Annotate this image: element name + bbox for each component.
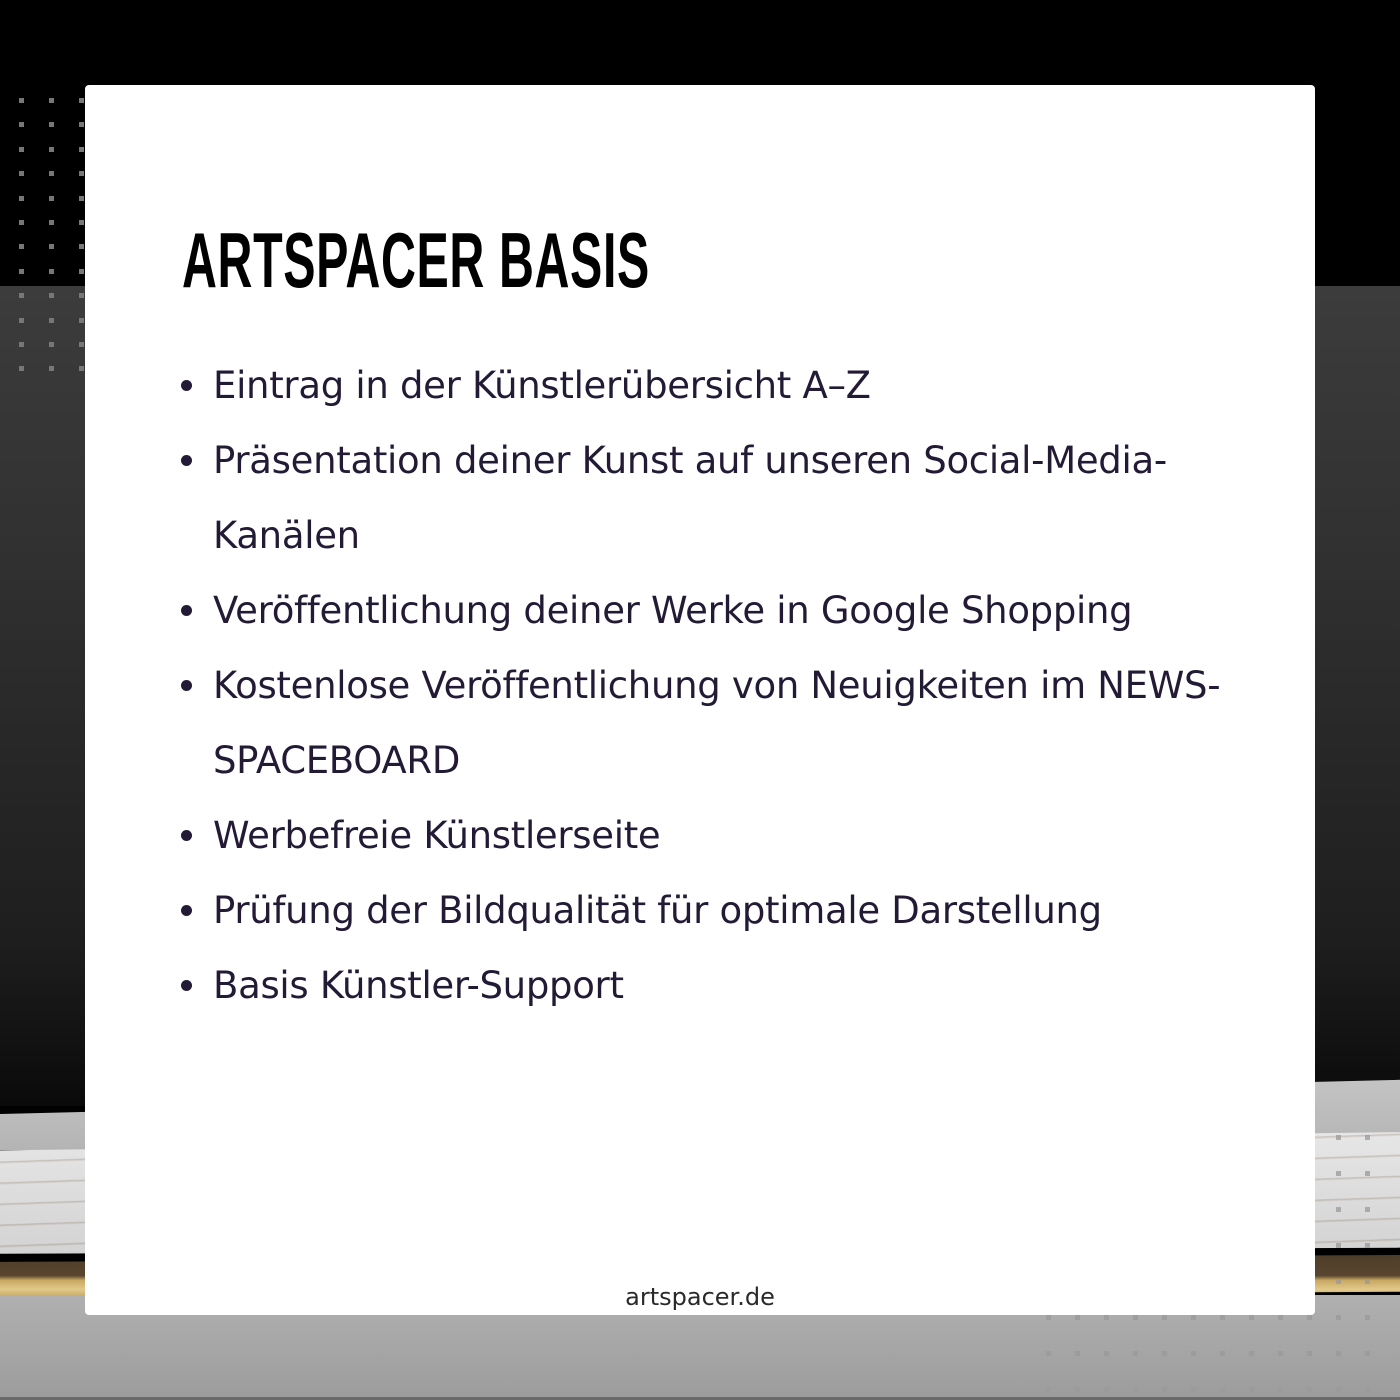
dot [1220, 1387, 1225, 1392]
dot [19, 98, 24, 103]
dot [19, 269, 24, 274]
feature-text: Eintrag in der Künstlerübersicht A–Z [213, 364, 871, 407]
dot [79, 171, 84, 176]
dot [1278, 1315, 1283, 1320]
dot [79, 98, 84, 103]
dot [79, 244, 84, 249]
dot [49, 269, 54, 274]
feature-text: Basis Künstler-Support [213, 964, 624, 1007]
dot [1365, 1315, 1370, 1320]
dot [1075, 1351, 1080, 1356]
dot [19, 244, 24, 249]
dot [19, 196, 24, 201]
dot [1336, 1315, 1341, 1320]
dot [49, 147, 54, 152]
dot [19, 293, 24, 298]
dot [49, 98, 54, 103]
dot [1191, 1315, 1196, 1320]
bullet-icon [181, 455, 192, 466]
dot [19, 220, 24, 225]
dot [1365, 1243, 1370, 1248]
dot [1307, 1351, 1312, 1356]
feature-text: Veröffentlichung deiner Werke in Google Shopping [213, 589, 1133, 632]
dot [1365, 1351, 1370, 1356]
dot [1075, 1387, 1080, 1392]
dot [1365, 1207, 1370, 1212]
feature-card [85, 85, 1315, 1315]
dot [1336, 1243, 1341, 1248]
dot [19, 147, 24, 152]
feature-text: Prüfung der Bildqualität für optimale Darstellung [213, 889, 1102, 932]
dot [1133, 1351, 1138, 1356]
dot [1336, 1207, 1341, 1212]
dot [49, 244, 54, 249]
dot [79, 318, 84, 323]
dot [1336, 1135, 1341, 1140]
dot [1249, 1351, 1254, 1356]
dot [1336, 1279, 1341, 1284]
feature-item [173, 948, 1233, 1023]
feature-text: Präsentation deiner Kunst auf unseren Social-Media-Kanälen [213, 439, 1167, 557]
dot [79, 293, 84, 298]
dot [79, 366, 84, 371]
dot [49, 171, 54, 176]
feature-item [173, 873, 1233, 948]
dot [1191, 1387, 1196, 1392]
dot [1307, 1387, 1312, 1392]
dot [79, 147, 84, 152]
dot [1220, 1315, 1225, 1320]
dot [1075, 1315, 1080, 1320]
feature-text: Werbefreie Künstlerseite [213, 814, 661, 857]
feature-text: Kostenlose Veröffentlichung von Neuigkeiten im NEWS-SPACEBOARD [213, 664, 1221, 782]
feature-list [173, 348, 1233, 1023]
feature-item [173, 423, 1233, 573]
website-url[interactable]: artspacer.de [625, 1283, 775, 1311]
bullet-icon [181, 905, 192, 916]
dot [19, 171, 24, 176]
dot [1133, 1315, 1138, 1320]
dot [1249, 1315, 1254, 1320]
dot [1191, 1351, 1196, 1356]
dot [1278, 1387, 1283, 1392]
dot [19, 318, 24, 323]
dot [1104, 1315, 1109, 1320]
dot [79, 220, 84, 225]
dot [19, 366, 24, 371]
dot [1046, 1387, 1051, 1392]
dot [1220, 1351, 1225, 1356]
bullet-icon [181, 380, 192, 391]
dot [79, 342, 84, 347]
dot [79, 269, 84, 274]
bullet-icon [181, 980, 192, 991]
card-title: ARTSPACER BASIS [182, 216, 650, 304]
dot [1162, 1315, 1167, 1320]
dot [19, 122, 24, 127]
dot [1133, 1387, 1138, 1392]
feature-item [173, 648, 1233, 798]
dot [1336, 1387, 1341, 1392]
dot [1162, 1387, 1167, 1392]
dot [49, 293, 54, 298]
feature-item [173, 348, 1233, 423]
dot [1278, 1351, 1283, 1356]
feature-item [173, 798, 1233, 873]
dot [1365, 1279, 1370, 1284]
dot [1365, 1135, 1370, 1140]
bullet-icon [181, 605, 192, 616]
dot [19, 342, 24, 347]
dot [49, 122, 54, 127]
feature-item [173, 573, 1233, 648]
dot [1336, 1171, 1341, 1176]
dot [79, 196, 84, 201]
dot [1046, 1315, 1051, 1320]
dot [1104, 1351, 1109, 1356]
dot [1104, 1387, 1109, 1392]
dot [1249, 1387, 1254, 1392]
bullet-icon [181, 680, 192, 691]
dot [1307, 1315, 1312, 1320]
dot [1336, 1351, 1341, 1356]
dot [49, 220, 54, 225]
bullet-icon [181, 830, 192, 841]
dot [1046, 1351, 1051, 1356]
dot [49, 196, 54, 201]
dot [49, 366, 54, 371]
dot [49, 318, 54, 323]
dot [1365, 1387, 1370, 1392]
dot [1365, 1171, 1370, 1176]
dot [79, 122, 84, 127]
decorative-dot-grid-left [19, 98, 84, 371]
dot [49, 342, 54, 347]
dot [1162, 1351, 1167, 1356]
